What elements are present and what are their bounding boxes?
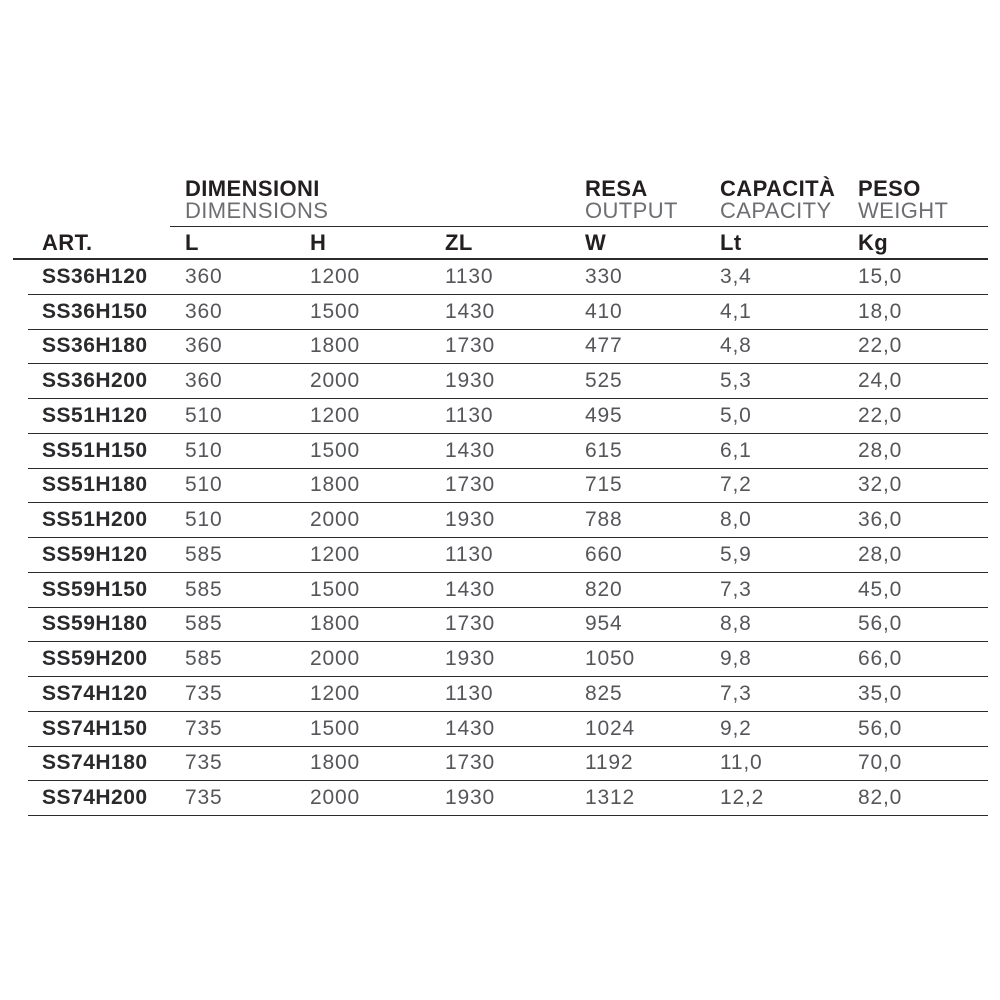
- cell-zl: 1130: [445, 681, 494, 705]
- cell-weight-kg: 36,0: [858, 508, 903, 532]
- cell-height: 1800: [310, 751, 360, 775]
- cell-height: 1500: [310, 438, 360, 462]
- cell-length: 585: [185, 577, 223, 601]
- group-dimensions: [185, 178, 585, 222]
- cell-height: 1200: [310, 403, 360, 427]
- cell-art-code: SS74H200: [42, 786, 148, 810]
- cell-length: 510: [185, 508, 223, 532]
- table-row: [28, 364, 988, 399]
- cell-output-w: 615: [585, 438, 623, 462]
- cell-length: 735: [185, 751, 223, 775]
- cell-art-code: SS59H120: [42, 542, 148, 566]
- cell-art-code: SS36H150: [42, 299, 148, 323]
- table-row: [28, 260, 988, 295]
- cell-art-code: SS74H120: [42, 681, 148, 705]
- cell-capacity-lt: 8,8: [720, 612, 752, 636]
- table-row: [28, 503, 988, 538]
- table-row: [28, 608, 988, 643]
- cell-height: 2000: [310, 508, 360, 532]
- cell-output-w: 495: [585, 403, 623, 427]
- cell-height: 1500: [310, 716, 360, 740]
- cell-zl: 1430: [445, 299, 495, 323]
- cell-output-w: 788: [585, 508, 623, 532]
- cell-output-w: 477: [585, 334, 623, 358]
- table-row: [28, 330, 988, 365]
- cell-output-w: 330: [585, 264, 623, 288]
- cell-art-code: SS51H120: [42, 403, 148, 427]
- cell-weight-kg: 24,0: [858, 369, 903, 393]
- group-output-en: OUTPUT: [585, 198, 678, 223]
- column-header-lt: Lt: [720, 229, 742, 255]
- cell-art-code: SS59H180: [42, 612, 148, 636]
- cell-height: 1800: [310, 612, 360, 636]
- cell-zl: 1130: [445, 403, 494, 427]
- group-output: [585, 178, 720, 222]
- group-dimensions-en: DIMENSIONS: [185, 198, 329, 223]
- cell-weight-kg: 82,0: [858, 786, 903, 810]
- table-row: [28, 295, 988, 330]
- column-header-h: H: [310, 229, 327, 255]
- cell-weight-kg: 66,0: [858, 647, 903, 671]
- cell-zl: 1430: [445, 716, 495, 740]
- column-header-zl: ZL: [445, 229, 473, 255]
- cell-art-code: SS59H150: [42, 577, 148, 601]
- table-group-header-row: [28, 178, 988, 222]
- cell-height: 1200: [310, 264, 360, 288]
- cell-length: 585: [185, 647, 223, 671]
- cell-art-code: SS51H150: [42, 438, 148, 462]
- cell-length: 510: [185, 438, 223, 462]
- column-header-art: ART.: [42, 229, 93, 255]
- cell-weight-kg: 45,0: [858, 577, 903, 601]
- cell-height: 1500: [310, 577, 360, 601]
- cell-capacity-lt: 9,2: [720, 716, 752, 740]
- cell-capacity-lt: 6,1: [720, 438, 752, 462]
- cell-art-code: SS51H200: [42, 508, 148, 532]
- cell-capacity-lt: 7,2: [720, 473, 752, 497]
- cell-length: 360: [185, 264, 223, 288]
- table-column-header-row: [28, 227, 988, 258]
- group-capacity-it: CAPACITÀ: [720, 176, 836, 201]
- cell-capacity-lt: 3,4: [720, 264, 752, 288]
- cell-length: 585: [185, 542, 223, 566]
- group-weight-it: PESO: [858, 176, 921, 201]
- column-header-w: W: [585, 229, 607, 255]
- cell-height: 1500: [310, 299, 360, 323]
- cell-weight-kg: 28,0: [858, 542, 903, 566]
- table-row: [28, 642, 988, 677]
- cell-output-w: 954: [585, 612, 623, 636]
- cell-capacity-lt: 5,3: [720, 369, 752, 393]
- cell-length: 360: [185, 299, 223, 323]
- cell-weight-kg: 56,0: [858, 716, 903, 740]
- cell-zl: 1930: [445, 786, 495, 810]
- cell-capacity-lt: 5,9: [720, 542, 752, 566]
- cell-weight-kg: 32,0: [858, 473, 903, 497]
- cell-art-code: SS59H200: [42, 647, 148, 671]
- cell-length: 360: [185, 334, 223, 358]
- cell-length: 735: [185, 716, 223, 740]
- cell-zl: 1930: [445, 369, 495, 393]
- group-dimensions-it: DIMENSIONI: [185, 176, 320, 201]
- cell-output-w: 1312: [585, 786, 635, 810]
- cell-zl: 1730: [445, 751, 495, 775]
- table-row: [28, 469, 988, 504]
- group-capacity-en: CAPACITY: [720, 198, 832, 223]
- cell-weight-kg: 15,0: [858, 264, 903, 288]
- column-header-l: L: [185, 229, 199, 255]
- cell-capacity-lt: 5,0: [720, 403, 752, 427]
- cell-art-code: SS74H150: [42, 716, 148, 740]
- cell-height: 1800: [310, 473, 360, 497]
- cell-capacity-lt: 9,8: [720, 647, 752, 671]
- cell-output-w: 1050: [585, 647, 635, 671]
- cell-height: 2000: [310, 369, 360, 393]
- cell-length: 735: [185, 681, 223, 705]
- cell-height: 1200: [310, 542, 360, 566]
- cell-art-code: SS74H180: [42, 751, 148, 775]
- cell-height: 1200: [310, 681, 360, 705]
- cell-zl: 1930: [445, 647, 495, 671]
- cell-art-code: SS51H180: [42, 473, 148, 497]
- cell-length: 585: [185, 612, 223, 636]
- group-weight-en: WEIGHT: [858, 198, 949, 223]
- cell-art-code: SS36H120: [42, 264, 148, 288]
- cell-zl: 1130: [445, 264, 494, 288]
- table-row: [28, 399, 988, 434]
- cell-capacity-lt: 4,1: [720, 299, 752, 323]
- group-capacity: [720, 178, 858, 222]
- table-row: [28, 712, 988, 747]
- cell-length: 510: [185, 473, 223, 497]
- cell-zl: 1130: [445, 542, 494, 566]
- cell-art-code: SS36H200: [42, 369, 148, 393]
- group-weight: [858, 178, 988, 222]
- cell-zl: 1730: [445, 334, 495, 358]
- cell-weight-kg: 35,0: [858, 681, 903, 705]
- cell-zl: 1430: [445, 577, 495, 601]
- cell-weight-kg: 22,0: [858, 334, 903, 358]
- cell-output-w: 1024: [585, 716, 635, 740]
- table-row: [28, 677, 988, 712]
- cell-zl: 1730: [445, 612, 495, 636]
- cell-weight-kg: 56,0: [858, 612, 903, 636]
- cell-art-code: SS36H180: [42, 334, 148, 358]
- cell-capacity-lt: 12,2: [720, 786, 765, 810]
- cell-capacity-lt: 8,0: [720, 508, 752, 532]
- cell-weight-kg: 22,0: [858, 403, 903, 427]
- cell-length: 735: [185, 786, 223, 810]
- table-row: [28, 747, 988, 782]
- cell-output-w: 825: [585, 681, 623, 705]
- cell-capacity-lt: 7,3: [720, 681, 752, 705]
- cell-zl: 1730: [445, 473, 495, 497]
- table-row: [28, 538, 988, 573]
- table-row: [28, 781, 988, 816]
- cell-output-w: 660: [585, 542, 623, 566]
- column-header-kg: Kg: [858, 229, 889, 255]
- cell-output-w: 820: [585, 577, 623, 601]
- cell-output-w: 715: [585, 473, 623, 497]
- spec-sheet: [28, 178, 988, 816]
- cell-zl: 1930: [445, 508, 495, 532]
- cell-weight-kg: 28,0: [858, 438, 903, 462]
- cell-length: 510: [185, 403, 223, 427]
- cell-weight-kg: 18,0: [858, 299, 903, 323]
- cell-output-w: 1192: [585, 751, 634, 775]
- cell-height: 1800: [310, 334, 360, 358]
- cell-capacity-lt: 4,8: [720, 334, 752, 358]
- cell-height: 2000: [310, 647, 360, 671]
- cell-length: 360: [185, 369, 223, 393]
- cell-capacity-lt: 7,3: [720, 577, 752, 601]
- cell-weight-kg: 70,0: [858, 751, 903, 775]
- cell-height: 2000: [310, 786, 360, 810]
- table-body: [28, 260, 988, 816]
- table-row: [28, 434, 988, 469]
- table-row: [28, 573, 988, 608]
- cell-zl: 1430: [445, 438, 495, 462]
- cell-output-w: 410: [585, 299, 623, 323]
- cell-output-w: 525: [585, 369, 623, 393]
- cell-capacity-lt: 11,0: [720, 751, 763, 775]
- group-output-it: RESA: [585, 176, 648, 201]
